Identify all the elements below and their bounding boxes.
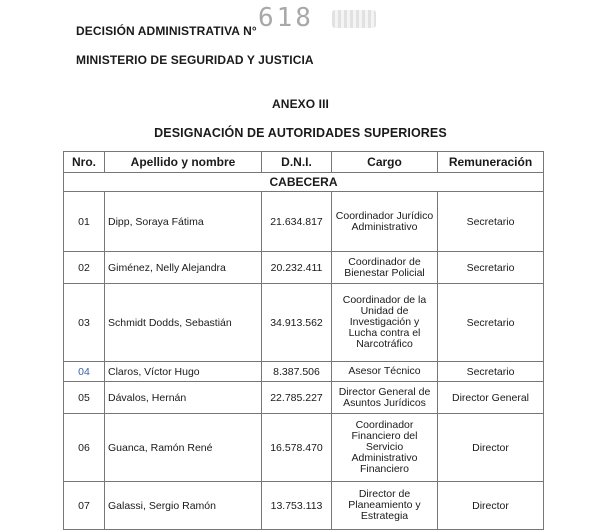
- col-header-name: Apellido y nombre: [105, 152, 262, 173]
- cell-cargo: Coordinador Financiero del Servicio Administrativo Financiero: [332, 414, 438, 482]
- decision-title: DECISIÓN ADMINISTRATIVA N°: [76, 24, 257, 38]
- decision-number-stamp: 618: [258, 3, 314, 33]
- col-header-cargo: Cargo: [332, 152, 438, 173]
- cell-name: Schmidt Dodds, Sebastián: [105, 284, 262, 362]
- cell-name: Dávalos, Hernán: [105, 382, 262, 414]
- stamp-smudge: [332, 10, 376, 28]
- cell-dni: 22.785.227: [262, 382, 332, 414]
- cell-remuneracion: Director General: [438, 382, 544, 414]
- cell-remuneracion: Director: [438, 414, 544, 482]
- cell-cargo: Coordinador de la Unidad de Investigación y Lucha contra el Narcotráfico: [332, 284, 438, 362]
- cell-cargo: Director de Planeamiento y Estrategia: [332, 482, 438, 530]
- cell-dni: 8.387.506: [262, 362, 332, 382]
- authorities-table: [63, 151, 544, 530]
- cell-remuneracion: Secretario: [438, 192, 544, 252]
- cell-dni: 34.913.562: [262, 284, 332, 362]
- annex-subtitle: DESIGNACIÓN DE AUTORIDADES SUPERIORES: [154, 126, 447, 140]
- col-header-remuneracion: Remuneración: [438, 152, 544, 173]
- cell-cargo: Coordinador Jurídico Administrativo: [332, 192, 438, 252]
- cell-nro: 07: [64, 482, 105, 530]
- cell-name: Claros, Víctor Hugo: [105, 362, 262, 382]
- cell-name: Guanca, Ramón René: [105, 414, 262, 482]
- section-label: CABECERA: [64, 173, 544, 192]
- cell-name: Galassi, Sergio Ramón: [105, 482, 262, 530]
- cell-remuneracion: Secretario: [438, 252, 544, 284]
- cell-name: Giménez, Nelly Alejandra: [105, 252, 262, 284]
- cell-cargo: Coordinador de Bienestar Policial: [332, 252, 438, 284]
- cell-nro: 04: [64, 362, 105, 382]
- cell-dni: 16.578.470: [262, 414, 332, 482]
- cell-remuneracion: Secretario: [438, 362, 544, 382]
- cell-nro: 01: [64, 192, 105, 252]
- ministry-title: MINISTERIO DE SEGURIDAD Y JUSTICIA: [76, 53, 314, 67]
- col-header-nro: Nro.: [64, 152, 105, 173]
- cell-cargo: Asesor Técnico: [332, 362, 438, 382]
- table-row: [64, 284, 544, 362]
- cell-name: Dipp, Soraya Fátima: [105, 192, 262, 252]
- table-row: [64, 382, 544, 414]
- cell-nro: 02: [64, 252, 105, 284]
- table-row: [64, 414, 544, 482]
- cell-nro: 03: [64, 284, 105, 362]
- annex-title: ANEXO III: [272, 97, 329, 111]
- col-header-dni: D.N.I.: [262, 152, 332, 173]
- cell-dni: 20.232.411: [262, 252, 332, 284]
- table-row: [64, 482, 544, 530]
- table-row: [64, 192, 544, 252]
- cell-dni: 13.753.113: [262, 482, 332, 530]
- cell-nro: 05: [64, 382, 105, 414]
- cell-remuneracion: Secretario: [438, 284, 544, 362]
- section-row: [64, 173, 544, 192]
- table-header-row: [64, 152, 544, 173]
- cell-dni: 21.634.817: [262, 192, 332, 252]
- cell-cargo: Director General de Asuntos Jurídicos: [332, 382, 438, 414]
- cell-nro: 06: [64, 414, 105, 482]
- table-row: [64, 252, 544, 284]
- cell-remuneracion: Director: [438, 482, 544, 530]
- table-row: [64, 362, 544, 382]
